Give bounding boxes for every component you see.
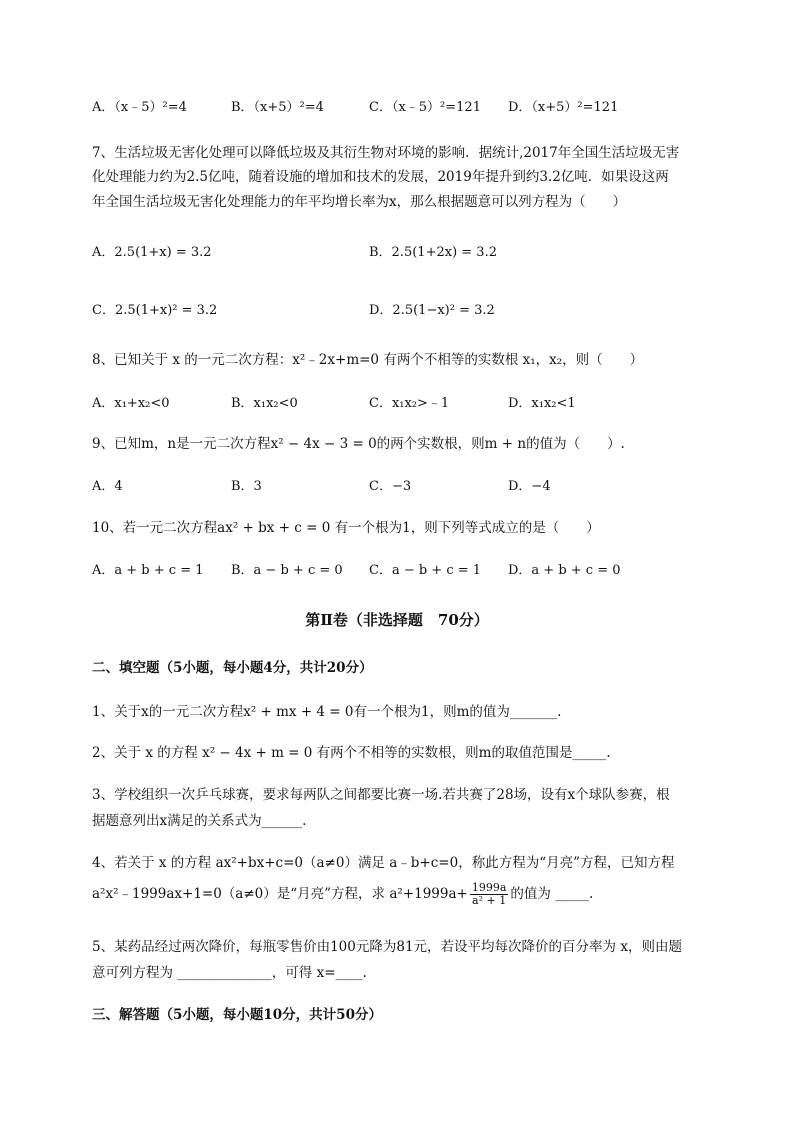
fill-q1: 1、关于x的一元二次方程x² + mx + 4 = 0有一个根为1，则m的值为_______. [92, 704, 562, 720]
fill-q4-line2-text: a²x²﹣1999ax+1=0（a≠0）是“月亮”方程，求 a²+1999a+ [92, 886, 468, 902]
q7-option-b: B．2.5(1+2x) = 3.2 [369, 245, 497, 260]
part2-title: 第Ⅱ卷（非选择题 70分） [305, 611, 489, 629]
q9-stem: 9、已知m，n是一元二次方程x² − 4x − 3 = 0的两个实数根，则m + n的值为（ ）. [92, 436, 625, 452]
q7-stem-line1: 7、生活垃圾无害化处理可以降低垃圾及其衍生物对环境的影响．据统计,2017年全国生活垃圾无害 [92, 145, 680, 161]
q7-option-a: A．2.5(1+x) = 3.2 [92, 245, 212, 260]
fill-q4-line1: 4、若关于 x 的方程 ax²+bx+c=0（a≠0）满足 a﹣b+c=0，称此方程为“月亮”方程，已知方程 [92, 855, 675, 871]
q6-option-b: B．（x+5）²=4 [231, 100, 324, 115]
q10-option-b: B．a − b + c = 0 [231, 563, 343, 578]
fill-q3-line1: 3、学校组织一次乒乓球赛，要求每两队之间都要比赛一场.若共赛了28场，设有x个球队参赛，根 [92, 787, 670, 803]
q10-option-a: A．a + b + c = 1 [92, 563, 204, 578]
q8-option-b: B．x₁x₂<0 [231, 396, 298, 411]
q7-stem-line2: 化处理能力约为2.5亿吨，随着设施的增加和技术的发展，2019年提升到约3.2亿吨．如果设这两 [92, 169, 669, 185]
fill-q4-line2-tail: 的值为 _____. [510, 886, 594, 902]
q7-stem-line3: 年全国生活垃圾无害化处理能力的年平均增长率为x，那么根据题意可以列方程为（ ） [92, 194, 627, 210]
fill-q5-line1: 5、某药品经过两次降价，每瓶零售价由100元降为81元，若设平均每次降价的百分率为 x，则由题 [92, 939, 682, 955]
section2-heading: 二、填空题（5小题，每小题4分，共计20分） [92, 660, 373, 676]
q8-option-c: C．x₁x₂>﹣1 [369, 396, 450, 411]
q10-option-c: C．a − b + c = 1 [369, 563, 482, 578]
q10-stem: 10、若一元二次方程ax² + bx + c = 0 有一个根为1，则下列等式成立的是（ ） [92, 520, 600, 536]
q6-option-c: C．（x﹣5）²=121 [369, 100, 481, 115]
fraction-numerator: 1999a [471, 881, 507, 894]
q8-option-d: D．x₁x₂<1 [508, 396, 576, 411]
fill-q4-line2 [92, 882, 593, 907]
q7-option-d: D．2.5(1−x)² = 3.2 [369, 303, 495, 318]
q8-option-a: A．x₁+x₂<0 [92, 396, 170, 411]
fraction [470, 882, 509, 907]
q9-option-a: A．4 [92, 479, 123, 494]
q9-option-d: D．−4 [508, 479, 551, 494]
q9-option-c: C．−3 [369, 479, 412, 494]
q7-option-c: C．2.5(1+x)² = 3.2 [92, 303, 218, 318]
section3-heading: 三、解答题（5小题，每小题10分，共计50分） [92, 1007, 382, 1023]
q9-option-b: B．3 [231, 479, 262, 494]
fill-q5-line2: 意可列方程为 ______________，可得 x=____. [92, 965, 367, 981]
q6-option-d: D．（x+5）²=121 [508, 100, 619, 115]
q6-option-a: A．（x﹣5）²=4 [92, 100, 187, 115]
fraction-denominator: a² + 1 [472, 894, 507, 907]
q8-stem: 8、已知关于 x 的一元二次方程：x²﹣2x+m=0 有两个不相等的实数根 x₁，x₂，则（ ） [92, 352, 644, 368]
fill-q2: 2、关于 x 的方程 x² − 4x + m = 0 有两个不相等的实数根，则m的取值范围是_____. [92, 745, 611, 761]
fill-q3-line2: 据题意列出x满足的关系式为______. [92, 813, 307, 829]
q10-option-d: D．a + b + c = 0 [508, 563, 621, 578]
